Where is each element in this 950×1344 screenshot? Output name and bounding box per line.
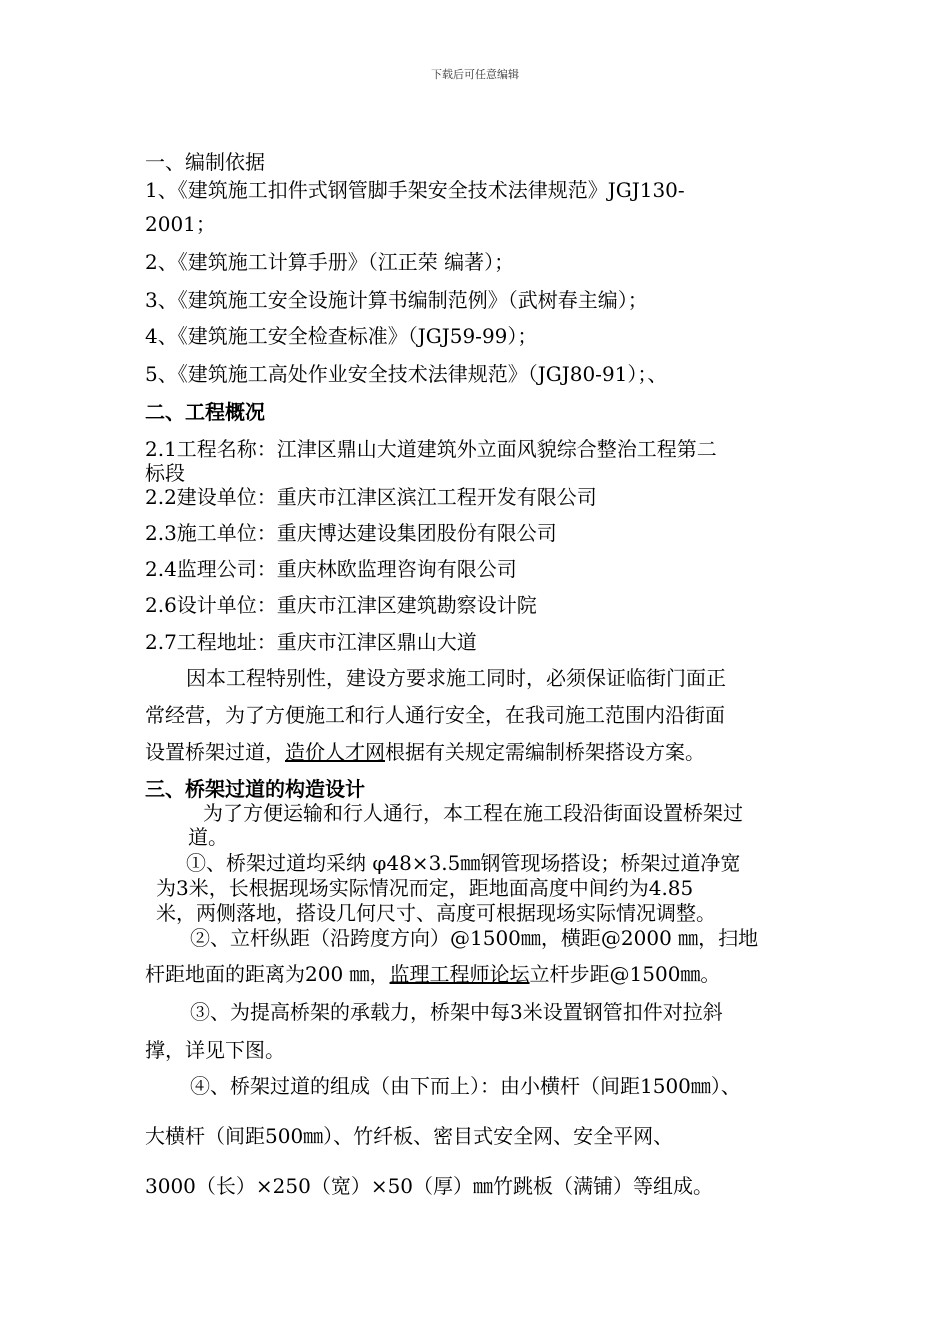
item-1-line-3: 米，两侧落地，搭设几何尺寸、高度可根据现场实际情况调整。 xyxy=(156,901,716,925)
page-header: 下载后可任意编辑 xyxy=(431,68,519,81)
item-text: 杆距地面的距离为200 ㎜， xyxy=(145,962,390,986)
ref-item-1-cont: 2001； xyxy=(145,212,216,236)
section-1-title: 一、编制依据 xyxy=(145,150,265,174)
ref-item-5: 5、《建筑施工高处作业安全技术法律规范》（JGJ80-91）；、 xyxy=(145,362,668,386)
design-intro-cont: 道。 xyxy=(188,825,228,849)
cost-talent-link[interactable]: 造价人才网 xyxy=(285,740,385,764)
item-1-line-2: 为3米，长根据现场实际情况而定，距地面高度中间约为4.85 xyxy=(156,876,694,900)
overview-para-line-2: 常经营，为了方便施工和行人通行安全，在我司施工范围内沿街面 xyxy=(145,703,725,727)
item-3-line-1: ③、为提高桥架的承载力，桥架中每3米设置钢管扣件对拉斜 xyxy=(190,1000,723,1024)
item-1-line-1: ①、桥架过道均采纳 φ48×3.5㎜钢管现场搭设；桥架过道净宽 xyxy=(186,851,741,875)
ref-item-2: 2、《建筑施工计算手册》（江正荣 编著）； xyxy=(145,250,515,274)
item-4-line-1: ④、桥架过道的组成（由下而上）：由小横杆（间距1500㎜）、 xyxy=(190,1074,741,1098)
item-4-line-3: 3000（长）×250（宽）×50（厚）㎜竹跳板（满铺）等组成。 xyxy=(145,1174,714,1198)
project-name-cont: 标段 xyxy=(145,461,185,485)
item-4-line-2: 大横杆（间距500㎜）、竹纤板、密目式安全网、安全平网、 xyxy=(145,1124,674,1148)
supervision-company: 2.4监理公司：重庆林欧监理咨询有限公司 xyxy=(145,557,517,581)
design-unit: 2.6设计单位：重庆市江津区建筑勘察设计院 xyxy=(145,593,537,617)
overview-para-line-3 xyxy=(145,740,705,764)
project-name: 2.1工程名称：江津区鼎山大道建筑外立面风貌综合整治工程第二 xyxy=(145,437,717,461)
supervisor-forum-link[interactable]: 监理工程师论坛 xyxy=(389,962,530,986)
client-unit: 2.2建设单位：重庆市江津区滨江工程开发有限公司 xyxy=(145,485,597,509)
design-intro: 为了方便运输和行人通行，本工程在施工段沿街面设置桥架过 xyxy=(203,801,743,825)
ref-item-4: 4、《建筑施工安全检查标准》（JGJ59-99）； xyxy=(145,324,538,348)
ref-item-1: 1、《建筑施工扣件式钢管脚手架安全技术法律规范》JGJ130- xyxy=(145,178,685,202)
section-3-title: 三、桥架过道的构造设计 xyxy=(145,777,365,801)
item-2-line-1: ②、立杆纵距（沿跨度方向）@1500㎜，横距@2000 ㎜，扫地 xyxy=(190,926,759,950)
item-3-line-2: 撑，详见下图。 xyxy=(145,1038,285,1062)
overview-para-line-1: 因本工程特别性，建设方要求施工同时，必须保证临街门面正 xyxy=(186,666,726,690)
para-text: 设置桥架过道， xyxy=(145,740,285,764)
item-2-line-2 xyxy=(145,962,720,986)
item-text: 立杆步距@1500㎜。 xyxy=(529,962,721,986)
section-2-title: 二、工程概况 xyxy=(145,400,265,424)
project-address: 2.7工程地址：重庆市江津区鼎山大道 xyxy=(145,630,477,654)
construction-unit: 2.3施工单位：重庆博达建设集团股份有限公司 xyxy=(145,521,557,545)
ref-item-3: 3、《建筑施工安全设施计算书编制范例》（武树春主编）； xyxy=(145,288,648,312)
para-text: 根据有关规定需编制桥架搭设方案。 xyxy=(385,740,705,764)
